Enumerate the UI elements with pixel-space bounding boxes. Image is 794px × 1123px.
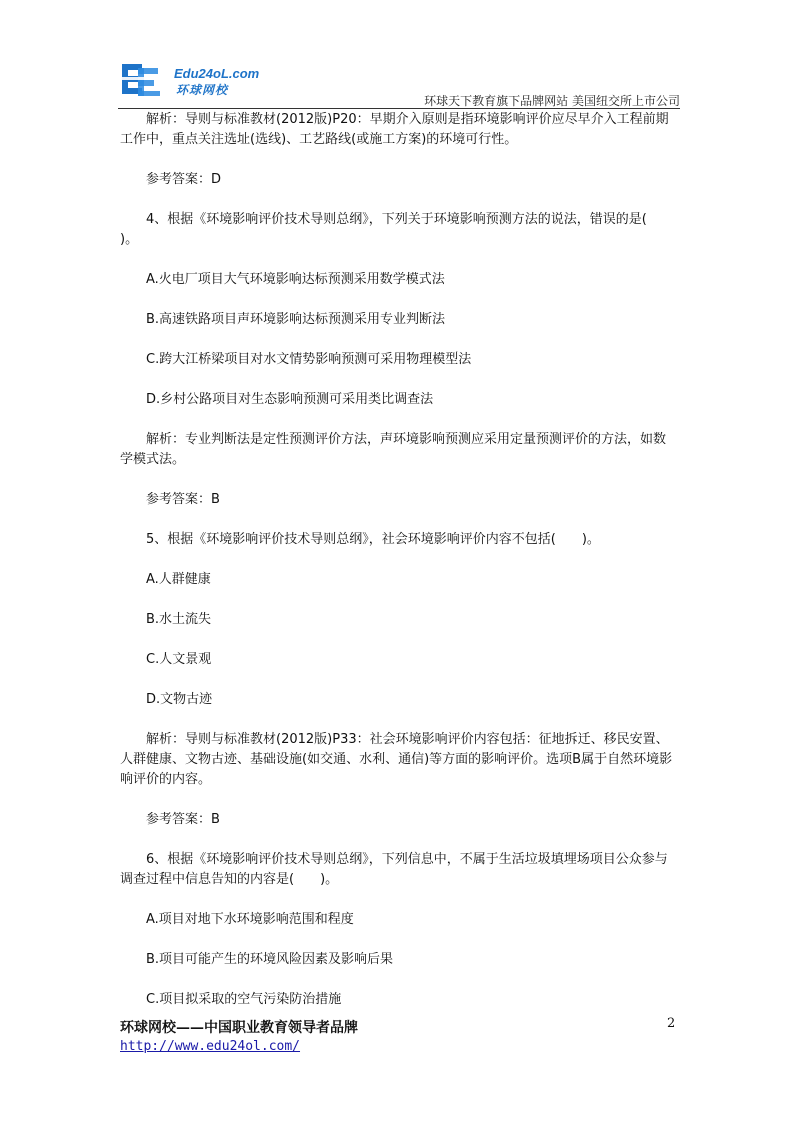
paragraph: A.人群健康	[146, 572, 211, 587]
logo-text-en: Edu24oL.com	[174, 66, 260, 81]
logo-mark-icon	[118, 60, 176, 100]
paragraph: B.高速铁路项目声环境影响达标预测采用专业判断法	[146, 312, 446, 327]
footer-link[interactable]: http://www.edu24ol.com/	[120, 1039, 301, 1054]
page-header	[118, 58, 680, 110]
paragraph: 参考答案：B	[146, 492, 220, 507]
paragraph: C.项目拟采取的空气污染防治措施	[146, 992, 342, 1007]
paragraph: B.项目可能产生的环境风险因素及影响后果	[146, 952, 394, 967]
page-number: 2	[667, 1016, 676, 1031]
paragraph: 4、根据《环境影响评价技术导则总纲》，下列关于环境影响预测方法的说法，错误的是( )。	[120, 212, 673, 247]
paragraph: A.项目对地下水环境影响范围和程度	[146, 912, 354, 927]
paragraph: A.火电厂项目大气环境影响达标预测采用数学模式法	[146, 272, 445, 287]
paragraph: 6、根据《环境影响评价技术导则总纲》，下列信息中，不属于生活垃圾填埋场项目公众参与调查过程中信息告知的内容是( )。	[120, 852, 668, 887]
logo-text-cn: 环球网校	[176, 83, 229, 97]
logo	[118, 58, 278, 102]
paragraph: 参考答案：B	[146, 812, 220, 827]
header-tagline: 环球天下教育旗下品牌网站 美国纽交所上市公司	[424, 94, 680, 108]
paragraph: 解析：导则与标准教材(2012版)P20：早期介入原则是指环境影响评价应尽早介入工程前期工作中，重点关注选址(选线)、工艺路线(或施工方案)的环境可行性。	[120, 112, 669, 147]
paragraph: 解析：专业判断法是定性预测评价方法，声环境影响预测应采用定量预测评价的方法，如数学模式法。	[120, 432, 667, 467]
paragraph: 5、根据《环境影响评价技术导则总纲》，社会环境影响评价内容不包括( )。	[146, 532, 600, 547]
paragraph: 解析：导则与标准教材(2012版)P33：社会环境影响评价内容包括：征地拆迁、移民安置、人群健康、文物古迹、基础设施(如交通、水利、通信)等方面的影响评价。选项B属于自然环境影响评价的内容。	[120, 732, 673, 787]
paragraph: B.水土流失	[146, 612, 212, 627]
paragraph: 参考答案：D	[146, 172, 222, 187]
header-divider	[118, 108, 680, 109]
paragraph: C.跨大江桥梁项目对水文情势影响预测可采用物理模型法	[146, 352, 472, 367]
document-body	[120, 110, 676, 1010]
paragraph: C.人文景观	[146, 652, 212, 667]
paragraph: D.文物古迹	[146, 692, 213, 707]
footer-title: 环球网校——中国职业教育领导者品牌	[120, 1020, 358, 1036]
paragraph: D.乡村公路项目对生态影响预测可采用类比调查法	[146, 392, 434, 407]
